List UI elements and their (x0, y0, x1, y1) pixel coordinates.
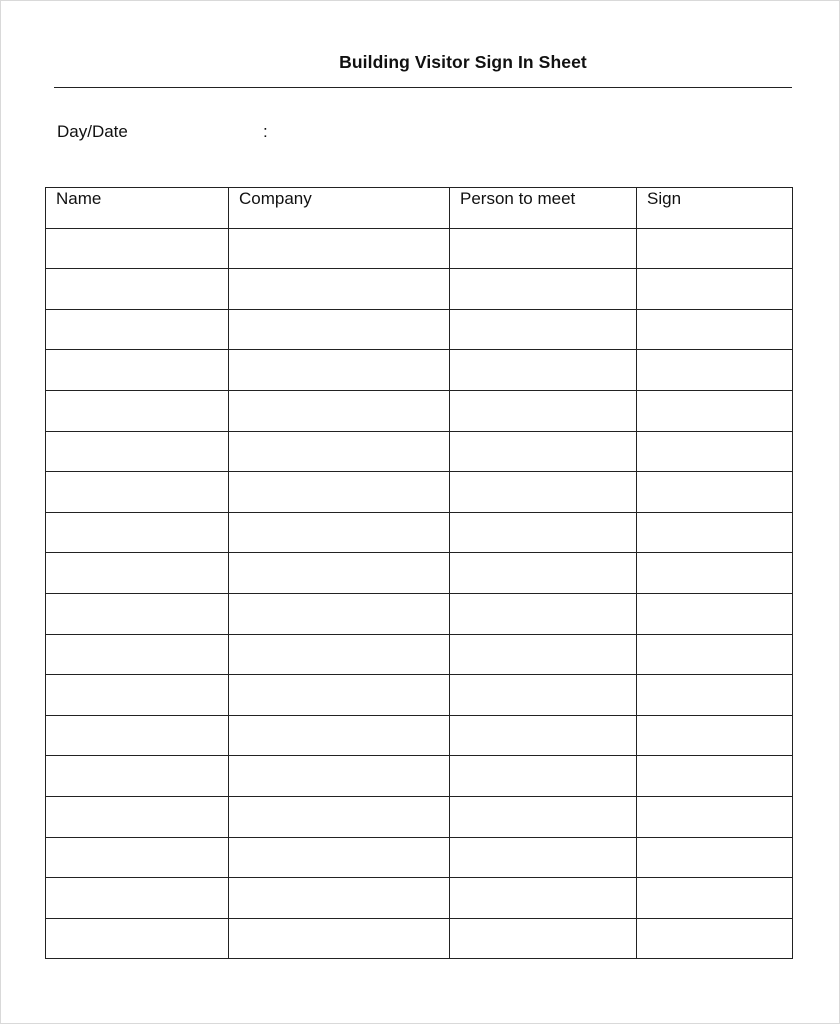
name-cell (46, 228, 229, 269)
person-to-meet-cell (450, 593, 637, 634)
table-row (46, 431, 793, 472)
company-cell (229, 431, 450, 472)
company-cell (229, 350, 450, 391)
company-cell (229, 228, 450, 269)
sign-cell (637, 918, 793, 959)
name-cell (46, 634, 229, 675)
table-row (46, 228, 793, 269)
person-to-meet-cell (450, 350, 637, 391)
name-cell (46, 553, 229, 594)
table-body (46, 228, 793, 959)
table-row (46, 756, 793, 797)
person-to-meet-cell (450, 878, 637, 919)
company-cell (229, 553, 450, 594)
sign-cell (637, 431, 793, 472)
name-cell (46, 756, 229, 797)
sign-cell (637, 390, 793, 431)
company-cell (229, 756, 450, 797)
company-cell (229, 512, 450, 553)
sign-cell (637, 350, 793, 391)
table-row (46, 634, 793, 675)
person-to-meet-cell (450, 796, 637, 837)
person-to-meet-cell (450, 228, 637, 269)
person-to-meet-cell (450, 553, 637, 594)
title-underline (54, 87, 792, 88)
sign-cell (637, 472, 793, 513)
column-header-person-to-meet: Person to meet (450, 188, 637, 229)
table-row (46, 715, 793, 756)
sign-cell (637, 553, 793, 594)
date-label: Day/Date (57, 122, 128, 141)
table-row (46, 350, 793, 391)
name-cell (46, 431, 229, 472)
name-cell (46, 472, 229, 513)
sign-cell (637, 837, 793, 878)
company-cell (229, 878, 450, 919)
table-row (46, 472, 793, 513)
company-cell (229, 796, 450, 837)
name-cell (46, 309, 229, 350)
name-cell (46, 878, 229, 919)
company-cell (229, 472, 450, 513)
sign-cell (637, 675, 793, 716)
person-to-meet-cell (450, 715, 637, 756)
sign-cell (637, 878, 793, 919)
column-header-name: Name (46, 188, 229, 229)
visitor-table (45, 187, 793, 959)
company-cell (229, 634, 450, 675)
name-cell (46, 512, 229, 553)
name-cell (46, 593, 229, 634)
table-row (46, 675, 793, 716)
person-to-meet-cell (450, 309, 637, 350)
company-cell (229, 390, 450, 431)
sign-cell (637, 715, 793, 756)
table-row (46, 309, 793, 350)
table-row (46, 390, 793, 431)
column-header-company: Company (229, 188, 450, 229)
person-to-meet-cell (450, 390, 637, 431)
name-cell (46, 715, 229, 756)
company-cell (229, 269, 450, 310)
sign-cell (637, 756, 793, 797)
company-cell (229, 715, 450, 756)
sign-cell (637, 512, 793, 553)
name-cell (46, 837, 229, 878)
person-to-meet-cell (450, 675, 637, 716)
sign-cell (637, 634, 793, 675)
company-cell (229, 675, 450, 716)
table-row (46, 269, 793, 310)
table-row (46, 918, 793, 959)
person-to-meet-cell (450, 634, 637, 675)
table-row (46, 796, 793, 837)
person-to-meet-cell (450, 269, 637, 310)
person-to-meet-cell (450, 837, 637, 878)
column-header-sign: Sign (637, 188, 793, 229)
name-cell (46, 796, 229, 837)
company-cell (229, 918, 450, 959)
person-to-meet-cell (450, 512, 637, 553)
person-to-meet-cell (450, 756, 637, 797)
sign-cell (637, 593, 793, 634)
company-cell (229, 309, 450, 350)
table-row (46, 512, 793, 553)
name-cell (46, 918, 229, 959)
sign-cell (637, 269, 793, 310)
table-row (46, 878, 793, 919)
sign-cell (637, 309, 793, 350)
document-title: Building Visitor Sign In Sheet (339, 52, 587, 72)
sign-cell (637, 228, 793, 269)
person-to-meet-cell (450, 472, 637, 513)
company-cell (229, 593, 450, 634)
name-cell (46, 390, 229, 431)
name-cell (46, 269, 229, 310)
person-to-meet-cell (450, 918, 637, 959)
table-row (46, 593, 793, 634)
company-cell (229, 837, 450, 878)
table-row (46, 553, 793, 594)
sign-cell (637, 796, 793, 837)
table-row (46, 837, 793, 878)
table-header-row (46, 188, 793, 229)
name-cell (46, 675, 229, 716)
person-to-meet-cell (450, 431, 637, 472)
date-separator: : (263, 122, 268, 141)
name-cell (46, 350, 229, 391)
